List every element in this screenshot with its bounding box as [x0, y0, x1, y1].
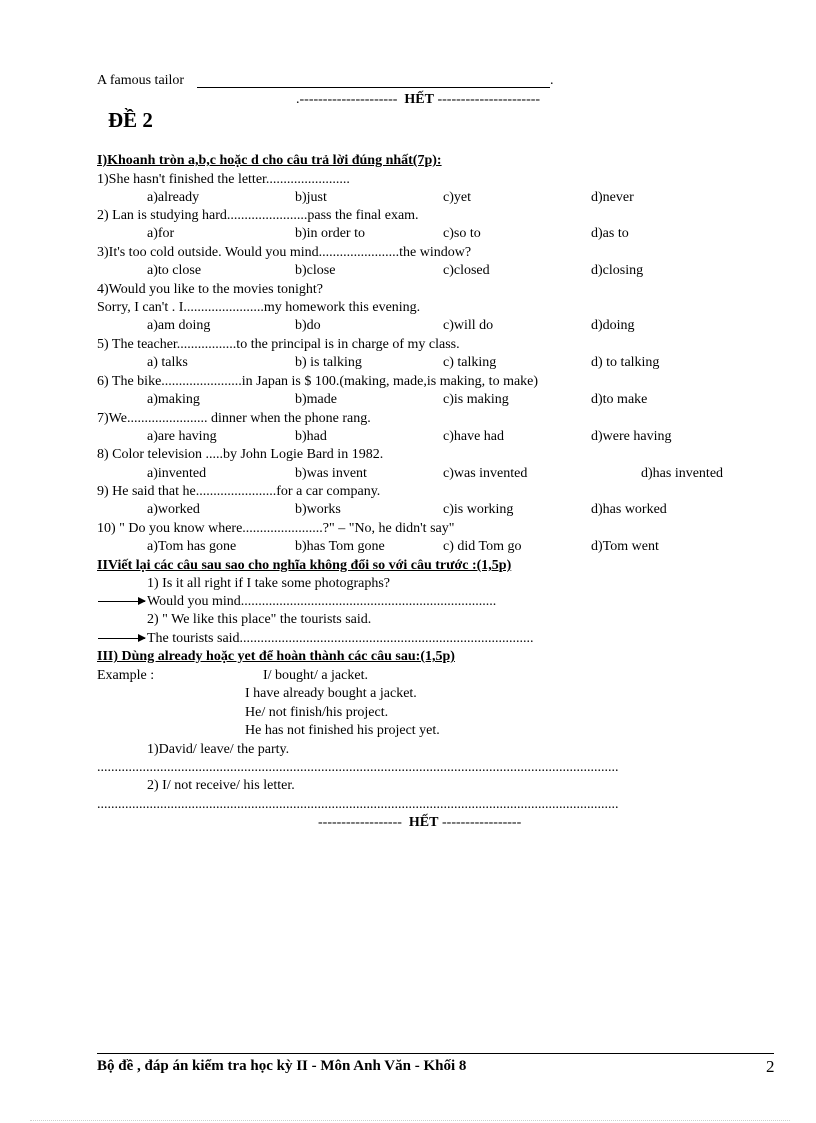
example-label: Example :	[97, 668, 155, 683]
q1-option-c: c)yet	[443, 190, 471, 205]
question-6: 6) The bike.......................in Japan is $ 100.(making, made,is making, to make)	[97, 374, 539, 389]
q4-option-b: b)do	[295, 318, 321, 333]
q3-option-a: a)to close	[147, 263, 202, 278]
rewrite-sentence-1: 1) Is it all right if I take some photographs?	[147, 576, 390, 591]
q2-option-b: b)in order to	[295, 226, 365, 241]
q5-option-c: c) talking	[443, 355, 497, 370]
q10-option-a: a)Tom has gone	[147, 539, 237, 554]
q6-option-a: a)making	[147, 392, 200, 407]
q4-option-d: d)doing	[591, 318, 635, 333]
q8-option-a: a)invented	[147, 466, 207, 481]
exam-title: ĐỀ 2	[108, 108, 153, 132]
het-label: HẾT	[408, 815, 439, 830]
question-9: 9) He said that he.......................for a car company.	[97, 484, 381, 499]
q10-option-c: c) did Tom go	[443, 539, 522, 554]
question-5: 5) The teacher.................to the principal is in charge of my class.	[97, 337, 460, 352]
q5-option-b: b) is talking	[295, 355, 362, 370]
example-answer-1: I have already bought a jacket.	[245, 686, 417, 701]
answer-dots-2: .....................................................................................................................................................	[97, 797, 619, 812]
example-prompt-2: He/ not finish/his project.	[245, 705, 389, 720]
het-label: HẾT	[404, 92, 434, 107]
q8-option-b: b)was invent	[295, 466, 367, 481]
question-10: 10) " Do you know where.......................?" – "No, he didn't say"	[97, 521, 455, 536]
q4-option-c: c)will do	[443, 318, 494, 333]
section1-heading: I)Khoanh tròn a,b,c hoặc d cho câu trả lời đúng nhất(7p):	[97, 153, 442, 168]
q9-option-a: a)worked	[147, 502, 200, 517]
q1-option-d: d)never	[591, 190, 634, 205]
q10-option-b: b)has Tom gone	[295, 539, 385, 554]
q9-option-b: b)works	[295, 502, 341, 517]
question-8: 8) Color television .....by John Logie Bard in 1982.	[97, 447, 384, 462]
q7-option-c: c)have had	[443, 429, 505, 444]
task-1: 1)David/ leave/ the party.	[147, 742, 290, 757]
task-2: 2) I/ not receive/ his letter.	[147, 778, 295, 793]
tailor-period: .	[550, 73, 554, 88]
q10-option-d: d)Tom went	[591, 539, 659, 554]
answer-underline	[197, 87, 550, 88]
q4-option-a: a)am doing	[147, 318, 211, 333]
example-answer-2: He has not finished his project yet.	[245, 723, 440, 738]
question-4-prompt: 4)Would you like to the movies tonight?	[97, 282, 323, 297]
rewrite-sentence-2: 2) " We like this place" the tourists said.	[147, 612, 372, 627]
het-dashes-right: ----------------------	[437, 92, 541, 107]
het-dashes-right: -----------------	[442, 815, 522, 830]
arrow-right-icon	[98, 601, 145, 602]
q9-option-d: d)has worked	[591, 502, 667, 517]
q2-option-d: d)as to	[591, 226, 629, 241]
het-dashes-left: ------------------	[318, 815, 402, 830]
answer-dots-1: .....................................................................................................................................................	[97, 760, 619, 775]
het-divider-bottom	[318, 814, 521, 832]
het-dashes-left: .---------------------	[296, 92, 398, 107]
rewrite-answer-2: The tourists said....................................................................................	[147, 631, 534, 646]
footer-title: Bộ đề , đáp án kiểm tra học kỳ II - Môn Anh Văn - Khối 8	[97, 1058, 467, 1074]
question-3: 3)It's too cold outside. Would you mind.......................the window?	[97, 245, 472, 260]
q9-option-c: c)is working	[443, 502, 514, 517]
q6-option-d: d)to make	[591, 392, 648, 407]
q1-option-a: a)already	[147, 190, 200, 205]
arrow-right-icon	[98, 638, 145, 639]
footer-rule	[97, 1053, 774, 1054]
section2-heading: IIViết lại các câu sau sao cho nghĩa không đổi so với câu trước :(1,5p)	[97, 558, 512, 573]
q8-option-d: d)has invented	[641, 466, 724, 481]
q7-option-b: b)had	[295, 429, 327, 444]
het-divider-top	[296, 91, 540, 109]
q6-option-b: b)made	[295, 392, 337, 407]
q7-option-a: a)are having	[147, 429, 217, 444]
q7-option-d: d)were having	[591, 429, 672, 444]
q2-option-c: c)so to	[443, 226, 481, 241]
question-7: 7)We....................... dinner when the phone rang.	[97, 411, 371, 426]
q3-option-c: c)closed	[443, 263, 490, 278]
q2-option-a: a)for	[147, 226, 175, 241]
q8-option-c: c)was invented	[443, 466, 528, 481]
q5-option-a: a) talks	[147, 355, 188, 370]
question-4: Sorry, I can't . I.......................my homework this evening.	[97, 300, 421, 315]
q6-option-c: c)is making	[443, 392, 509, 407]
question-2: 2) Lan is studying hard.......................pass the final exam.	[97, 208, 419, 223]
page-number: 2	[766, 1057, 775, 1076]
q5-option-d: d) to talking	[591, 355, 660, 370]
example-prompt-1: I/ bought/ a jacket.	[263, 668, 368, 683]
q3-option-d: d)closing	[591, 263, 644, 278]
question-1: 1)She hasn't finished the letter........................	[97, 172, 350, 187]
q1-option-b: b)just	[295, 190, 327, 205]
tailor-prompt: A famous tailor	[97, 73, 185, 88]
rewrite-answer-1: Would you mind.........................................................................	[147, 594, 497, 609]
page-edge	[30, 1120, 790, 1121]
section3-heading: III) Dùng already hoặc yet để hoàn thành các câu sau:(1,5p)	[97, 649, 455, 664]
q3-option-b: b)close	[295, 263, 336, 278]
